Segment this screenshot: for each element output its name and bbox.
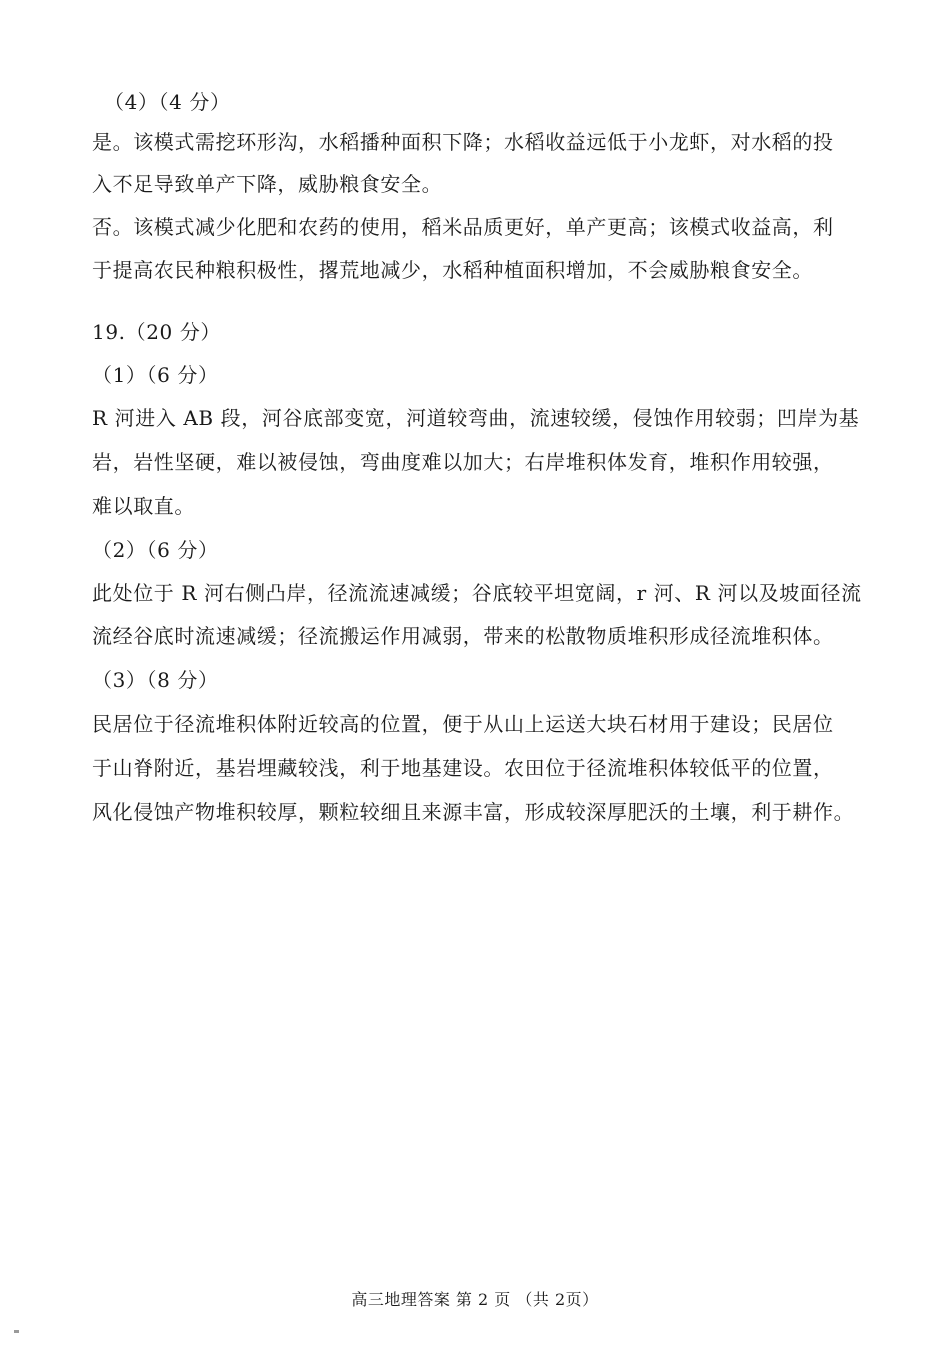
q19-part1-heading: （1）（6 分） [92,363,219,387]
q19-part2-line-1: 此处位于 R 河右侧凸岸，径流流速减缓；谷底较平坦宽阔，r 河、R 河以及坡面径流 [92,581,862,605]
q18-part4-yes-line-2: 入不足导致单产下降，威胁粮食安全。 [92,172,443,196]
q19-part1-line-2: 岩，岩性坚硬，难以被侵蚀，弯曲度难以加大；右岸堆积体发育，堆积作用较强， [92,450,834,474]
page-footer: 高三地理答案 第 2 页 （共 2页） [351,1290,599,1309]
q19-part1-line-1: R 河进入 AB 段，河谷底部变宽，河道较弯曲，流速较缓，侵蚀作用较弱；凹岸为基 [92,406,860,430]
scan-artifact-mark [14,1330,19,1333]
q19-part1-line-3: 难以取直。 [92,494,195,518]
q18-part4-yes-line-1: 是。该模式需挖环形沟，水稻播种面积下降；水稻收益远低于小龙虾，对水稻的投 [92,130,834,154]
q19-part2-line-2: 流经谷底时流速减缓；径流搬运作用减弱，带来的松散物质堆积形成径流堆积体。 [92,624,834,648]
q19-part3-heading: （3）（8 分） [92,668,219,692]
q19-part2-heading: （2）（6 分） [92,538,219,562]
q19-part3-line-3: 风化侵蚀产物堆积较厚，颗粒较细且来源丰富，形成较深厚肥沃的土壤，利于耕作。 [92,800,855,824]
q18-part4-no-line-1: 否。该模式减少化肥和农药的使用，稻米品质更好，单产更高；该模式收益高，利 [92,215,834,239]
q19-heading: 19.（20 分） [92,320,222,344]
q18-part4-heading: （4）（4 分） [104,90,231,114]
q19-part3-line-1: 民居位于径流堆积体附近较高的位置，便于从山上运送大块石材用于建设；民居位 [92,712,834,736]
q18-part4-no-line-2: 于提高农民种粮积极性，撂荒地减少，水稻种植面积增加，不会威胁粮食安全。 [92,258,813,282]
q19-part3-line-2: 于山脊附近，基岩埋藏较浅，利于地基建设。农田位于径流堆积体较低平的位置， [92,756,834,780]
